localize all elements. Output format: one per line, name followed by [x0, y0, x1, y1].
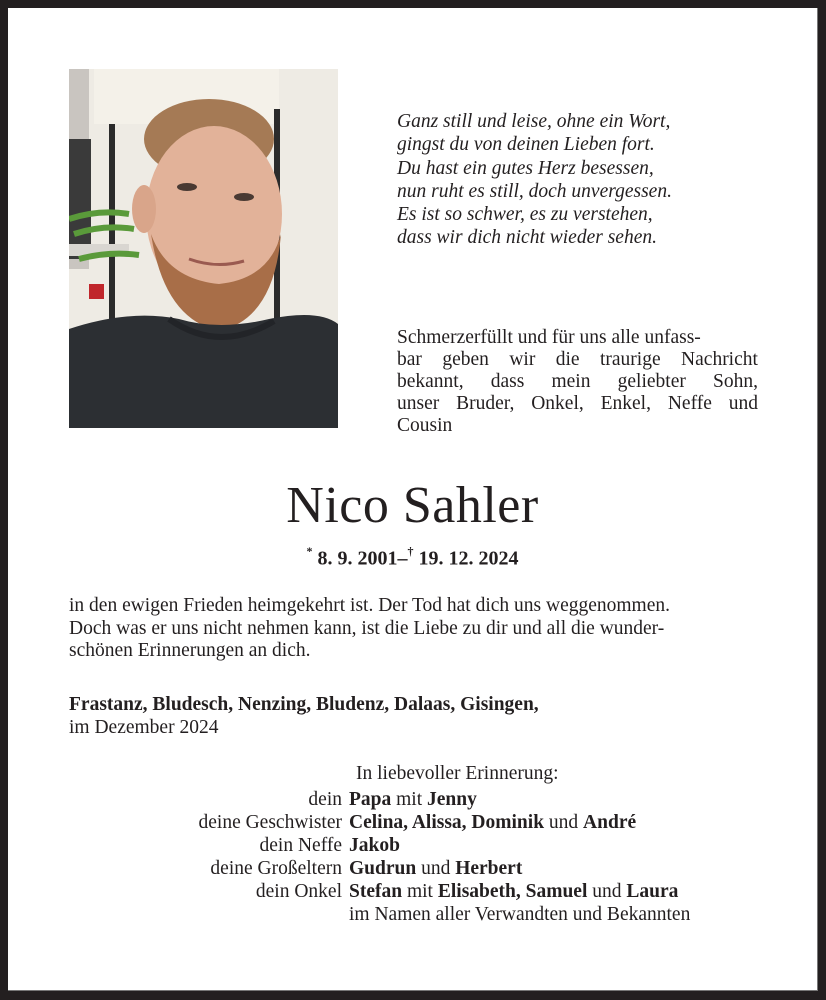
mourner-names: [349, 788, 477, 811]
mourner-row: [8, 880, 768, 903]
mourner-name: Papa: [349, 789, 392, 810]
mourner-name: Jenny: [427, 789, 477, 810]
mourner-name: Gudrun: [349, 858, 417, 879]
mourner-relation: dein Neffe: [259, 835, 342, 856]
mourner-names: [349, 857, 522, 880]
intro-word: bekannt,: [397, 371, 464, 392]
intro-line: [397, 371, 758, 393]
poem-line: dass wir dich nicht wieder sehen.: [397, 227, 657, 249]
portrait-image: [69, 69, 338, 428]
poem-line: Ganz still und leise, ohne ein Wort,: [397, 111, 671, 132]
intro-word: mein: [551, 371, 591, 392]
mourner-row: [8, 788, 768, 811]
mourner-relation: dein: [308, 789, 342, 810]
obituary-page: [8, 8, 818, 991]
intro-word: dass: [490, 371, 525, 392]
birth-star-icon: *: [306, 544, 313, 558]
poem-line: Es ist so schwer, es zu verstehen,: [397, 204, 653, 226]
mourner-row: [8, 811, 768, 834]
intro-line-text: Cousin: [397, 415, 453, 436]
birth-date: 8. 9. 2001: [317, 547, 398, 570]
intro-word: Onkel,: [531, 393, 584, 414]
mourner-row: [8, 857, 768, 880]
place-and-date: [69, 694, 539, 739]
intro-word: Bruder,: [456, 393, 515, 414]
connector-text: im Namen aller Verwandten und Bekannten: [349, 904, 691, 925]
mourner-relation: deine Großeltern: [210, 858, 342, 879]
intro-line: [397, 393, 758, 415]
intro-word: Sohn,: [712, 371, 758, 392]
intro-word: bar: [397, 349, 422, 370]
intro-line: [397, 327, 758, 349]
intro-line-text: Schmerzerfüllt und für uns alle unfass-: [397, 327, 701, 348]
mourner-row: [8, 834, 768, 857]
connector-text: mit: [391, 789, 428, 810]
intro-word: Neffe: [667, 393, 712, 414]
mourner-relation: [8, 903, 349, 926]
mourner-name: Elisabeth, Samuel: [437, 881, 588, 902]
body-text: [69, 595, 759, 663]
connector-text: mit: [402, 881, 438, 902]
mourner-names: [349, 880, 678, 903]
mourner-names: [349, 811, 636, 834]
announcement-intro: [397, 327, 758, 437]
mourner-relation: deine Geschwister: [198, 812, 342, 833]
intro-word: Enkel,: [600, 393, 651, 414]
portrait-photo: [69, 69, 338, 428]
intro-word: und: [728, 393, 758, 414]
mourner-row: [8, 903, 768, 926]
life-dates: [8, 540, 817, 572]
body-line: Doch was er uns nicht nehmen kann, ist die Liebe zu dir und all die wunder-: [69, 617, 665, 639]
poem: [397, 110, 757, 250]
mourner-relation: dein Onkel: [255, 881, 342, 902]
mourner-name: Jakob: [349, 835, 400, 856]
memory-heading: In liebevoller Erinnerung:: [356, 763, 559, 784]
mourner-name: Celina, Alissa, Dominik: [349, 812, 545, 833]
mourners-list: [8, 788, 768, 926]
intro-word: geben: [442, 349, 489, 370]
towns: Frastanz, Bludesch, Nenzing, Bludenz, Dalaas, Gisingen,: [69, 694, 539, 715]
mourner-names: [349, 903, 690, 926]
intro-word: unser: [397, 393, 440, 414]
connector-text: und: [544, 812, 584, 833]
connector-text: und: [587, 881, 627, 902]
mourner-names: [349, 834, 400, 857]
intro-word: die: [555, 349, 580, 370]
body-line: in den ewigen Frieden heimgekehrt ist. Der Tod hat dich uns weggenommen.: [69, 595, 671, 616]
intro-word: wir: [509, 349, 536, 370]
intro-line: [397, 349, 758, 371]
notice-date: im Dezember 2024: [69, 716, 219, 738]
poem-line: Du hast ein gutes Herz besessen,: [397, 157, 654, 179]
body-line: schönen Erinnerungen an dich.: [69, 640, 311, 661]
connector-text: und: [416, 858, 456, 879]
poem-line: gingst du von deinen Lieben fort.: [397, 134, 655, 156]
intro-line: [397, 415, 758, 437]
intro-word: Nachricht: [681, 349, 758, 370]
deceased-name: Nico Sahler: [286, 477, 539, 534]
poem-line: nun ruht es still, doch unvergessen.: [397, 180, 672, 202]
mourner-name: Herbert: [455, 858, 523, 879]
date-separator: –: [397, 547, 408, 570]
death-date: 19. 12. 2024: [418, 547, 519, 570]
mourner-name: André: [583, 812, 637, 833]
mourner-name: Stefan: [349, 881, 403, 902]
intro-word: geliebter: [617, 371, 686, 392]
death-cross-icon: †: [407, 544, 414, 558]
mourner-name: Laura: [626, 881, 679, 902]
intro-word: traurige: [599, 349, 661, 370]
